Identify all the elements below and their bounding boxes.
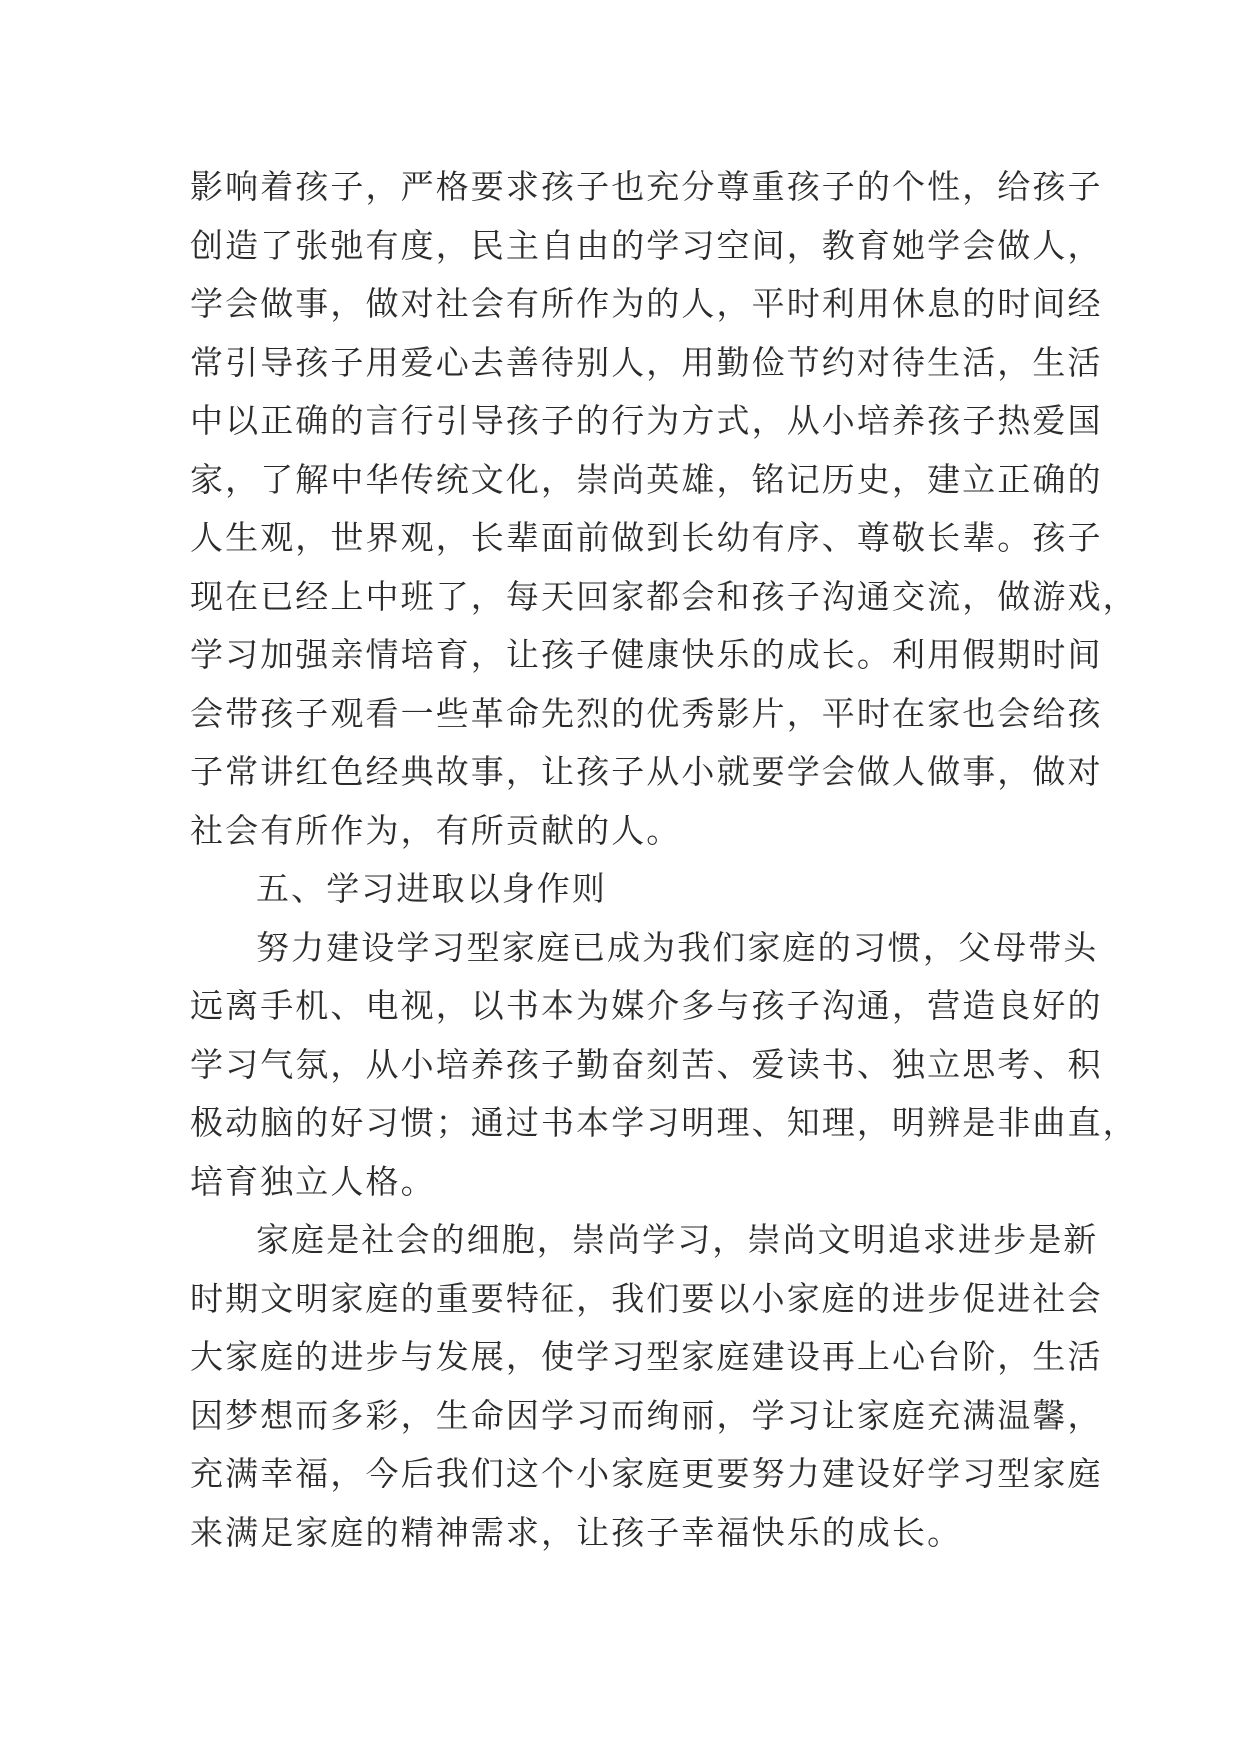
- document-body: [190, 158, 1138, 1562]
- text-line: 常引导孩子用爱心去善待别人，用勤俭节约对待生活，生活: [190, 342, 1103, 382]
- text-line: 现在已经上中班了，每天回家都会和孩子沟通交流，做游戏，: [190, 576, 1138, 616]
- text-line: 培育独立人格。: [190, 1161, 436, 1201]
- text-line: 子常讲红色经典故事，让孩子从小就要学会做人做事，做对: [190, 752, 1103, 791]
- text-line: 因梦想而多彩，生命因学习而绚丽，学习让家庭充满温馨，: [190, 1395, 1103, 1435]
- section-heading: 五、学习进取以身作则: [256, 869, 607, 908]
- text-line: 极动脑的好习惯；通过书本学习明理、知理，明辨是非曲直，: [190, 1103, 1138, 1142]
- text-line: 大家庭的进步与发展，使学习型家庭建设再上心台阶，生活: [190, 1337, 1103, 1376]
- text-line: 来满足家庭的精神需求，让孩子幸福快乐的成长。: [190, 1512, 963, 1552]
- text-line: 学会做事，做对社会有所作为的人，平时利用休息的时间经: [190, 284, 1103, 323]
- text-line: 时期文明家庭的重要特征，我们要以小家庭的进步促进社会: [190, 1278, 1103, 1318]
- text-line: 家，了解中华传统文化，崇尚英雄，铭记历史，建立正确的: [190, 459, 1103, 499]
- text-line: 会带孩子观看一些革命先烈的优秀影片，平时在家也会给孩: [190, 693, 1103, 733]
- text-line: 充满幸福，今后我们这个小家庭更要努力建设好学习型家庭: [190, 1454, 1103, 1493]
- text-line: 学习气氛，从小培养孩子勤奋刻苦、爱读书、独立思考、积: [190, 1044, 1103, 1084]
- text-line: 中以正确的言行引导孩子的行为方式，从小培养孩子热爱国: [190, 401, 1103, 440]
- text-line: 社会有所作为，有所贡献的人。: [190, 810, 682, 850]
- text-line: 创造了张弛有度，民主自由的学习空间，教育她学会做人，: [190, 225, 1103, 265]
- text-line: 家庭是社会的细胞，崇尚学习，崇尚文明追求进步是新: [256, 1220, 1099, 1259]
- text-line: 人生观，世界观，长辈面前做到长幼有序、尊敬长辈。孩子: [190, 518, 1103, 557]
- text-line: 影响着孩子，严格要求孩子也充分尊重孩子的个性，给孩子: [190, 167, 1103, 206]
- text-line: 学习加强亲情培育，让孩子健康快乐的成长。利用假期时间: [190, 635, 1103, 674]
- text-line: 努力建设学习型家庭已成为我们家庭的习惯，父母带头: [256, 927, 1099, 967]
- text-line: 远离手机、电视，以书本为媒介多与孩子沟通，营造良好的: [190, 986, 1103, 1025]
